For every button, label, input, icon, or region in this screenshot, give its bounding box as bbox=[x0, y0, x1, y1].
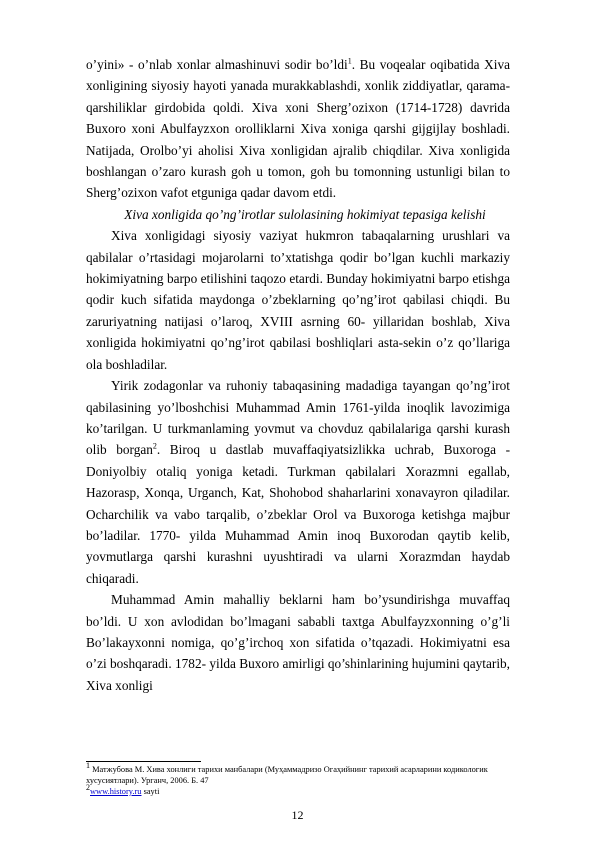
footnotes bbox=[86, 761, 516, 797]
footnote-separator bbox=[86, 761, 201, 762]
footnote-ref-2[interactable]: 2 bbox=[152, 441, 157, 451]
footnote-ref-1[interactable]: 1 bbox=[347, 56, 352, 66]
footnote-1: $^1$ Матжубова М. Хива хонлиги тарихи манбалари (Муҳаммадризо Огаҳийнинг тарихий асарларини кодикологик хусусиятлари). Урганч, 2006. Б. 47 bbox=[86, 761, 488, 785]
footnote-2: $^2$www.history.ru sayti bbox=[86, 783, 160, 796]
section-heading: Xiva xonligida qo’ng’irotlar sulolasining hokimiyat tepasiga kelishi bbox=[124, 206, 486, 222]
footnote-link[interactable]: www.history.ru bbox=[90, 787, 142, 796]
paragraph-1: o’yini» - o’nlab xonlar almashinuvi sodir bo’ldi$^1$. Bu voqealar oqibatida Xiva xonligining siyosiy hayoti yanada murakkablashdi, xonlik ziddiyatlar, qarama-qarshiliklar girdobida qoldi. Xiva xoni Sherg’ozixon (1714-1728) davrida Buxoro xoni Abulfayzxon orolliklarni Xiva xoniga qarshi gijgijlay boshladi. Natijada, Orolbo’yi aholisi Xiva xonligidan ajralib chiqdilar. Xiva xonligida boshlangan o’zaro kurash goh u tomon, goh bu tomonning ustunligi bilan to Sherg’ozixon vafot etguniga qadar davom etdi. bbox=[86, 56, 510, 201]
paragraph-4: Muhammad Amin mahalliy beklarni ham bo’ysundirishga muvaffaq bo’ldi. U xon avlodidan bo’lmagani sababli taxtga Abulfayzxonning o’g’li Bo’lakayxonni nomiga, qo’g’irchoq xon sifatida o’tqazadi. Hokimiyatni esa o’zi boshqaradi. 1782- yilda Buxoro amirligi qo’shinlarining hujumini qaytarib, Xiva xonligi bbox=[86, 592, 510, 693]
paragraph-2: Xiva xonligidagi siyosiy vaziyat hukmron tabaqalarning urushlari va qabilalar o’rtasidagi mojarolarni to’xtatishga qodir bo’lgan kuchli markaziy hokimiyatning barpo etilishini taqozo etardi. Bunday hokimiyatni barpo etishga qodir kuch sifatida maydonga o’zbeklarning qo’ng’irot qabilasi chiqdi. Bu zaruriyatning natijasi o’laroq, XVIII asrning 60- yillaridan boshlab, Xiva xonligida hokimiyatni qo’ng’irot qabilasi boshliqlari asta-sekin o’z qo’llariga ola boshladilar. bbox=[86, 228, 510, 372]
body-text bbox=[86, 54, 510, 696]
paragraph-3: Yirik zodagonlar va ruhoniy tabaqasining madadiga tayangan qo’ng’irot qabilasining yo’lboshchisi Muhammad Amin 1761-yilda inoqlik lavozimiga ko’tarilgan. U turkmanlaming yovmut va chovduz qabilalariga qarshi kurash olib borgan$^2$. Biroq u dastlab muvaffaqiyatsizlikka uchrab, Buxoroga - Doniyolbiy otaliq yoniga ketadi. Turkman qabilalari Xorazmni egallab, Hazorasp, Xonqa, Urganch, Kat, Shohobod shaharlarini xonavayron qiladilar. Ocharchilik va vabo tarqalib, o’zbeklar Orol va Buxoroga ketishga majbur bo’ladilar. 1770- yilda Muhammad Amin inoq Buxorodan qaytib kelib, yovmutlarga qarshi kurashni uyushtiradi va ularni Xorazmdan haydab chiqaradi. bbox=[86, 378, 510, 586]
page-number: 12 bbox=[291, 808, 304, 822]
